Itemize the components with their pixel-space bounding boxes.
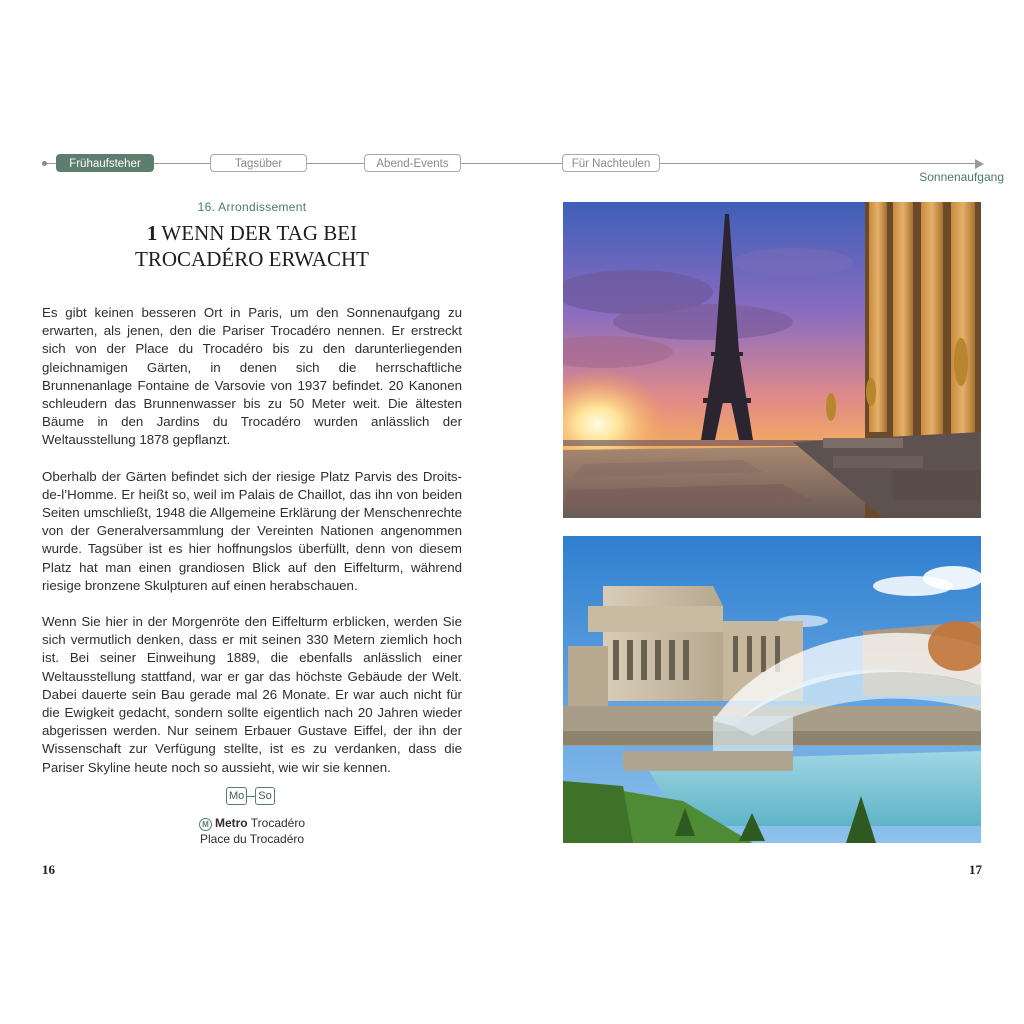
trocadero-fountain-photo bbox=[563, 536, 981, 843]
arrondissement-kicker: 16. Arrondissement bbox=[197, 200, 307, 214]
section-timeline bbox=[42, 152, 984, 176]
timeline-step-abend-events: Abend-Events bbox=[364, 154, 461, 172]
title-text-1: WENN DER TAG BEI bbox=[161, 221, 358, 245]
metro-info bbox=[42, 815, 462, 847]
eiffel-tower-sunrise-photo bbox=[563, 202, 981, 518]
article-number: 1 bbox=[146, 221, 158, 245]
paragraph: Oberhalb der Gärten befindet sich der riesige Platz Parvis des Droits-de-l’Homme. Er heißt so, weil im Palais de Chaillot, das ihn von beiden Seiten umschließt, 1948 die Allgemeine Erklärung der Menschenrechte von der Generalversammlung der Vereinten Nationen angenommen wurde. Tagsüber ist es hier hoffnungslos überfüllt, denn von diesem Platz hat man einen grandiosen Blick auf den Eiffelturm, während riesige bronzene Skulpturen auf einen herabschauen. bbox=[42, 468, 462, 593]
timeline-step-fuer-nachteulen: Für Nachteulen bbox=[562, 154, 660, 172]
metro-label: Metro bbox=[214, 816, 248, 830]
paragraph: Wenn Sie hier in der Morgenröte den Eiffelturm erblicken, werden Sie sich vermutlich denken, dass er mit seinen 330 Metern ziemlich hoch ist. Bei seiner Einweihung 1889, die ebenfalls anlässlich einer Weltausstellung stattfand, war er gar das höchste Gebäude der Welt. Dabei dauerte sein Bau gerade mal 26 Monate. Er war auch nicht für die Ewigkeit gedacht, sondern sollte eigentlich nach 20 Jahren wieder abgerissen werden. Nur seinem Erbauer Gustave Eiffel, der ihn der Wissenschaft zur Verfügung stellte, ist es zu verdanken, dass die Pariser Skyline heute noch so aussieht, wie wir sie kennen. bbox=[42, 614, 462, 775]
opening-days bbox=[226, 786, 275, 806]
article-body bbox=[42, 304, 462, 795]
timeline-arrow-icon bbox=[975, 159, 984, 169]
section-label: Sonnenaufgang bbox=[919, 170, 1004, 184]
paragraph: Es gibt keinen besseren Ort in Paris, um den Sonnenaufgang zu erwarten, als jenen, den die Pariser Trocadéro nennen. Er erstreckt sich von der Place du Trocadéro bis zu den darunterliegenden gleichnamigen Gärten, in denen sich die herrschaftliche Brunnenanlage Fontaine de Varsovie von 1937 befindet. 20 Kanonen schleudern das Brunnenwasser bis zu 50 Meter weit. Die ältesten Bäume in den Jardins du Trocadéro wurden anlässlich der Weltausstellung 1878 gepflanzt. bbox=[42, 305, 462, 448]
article-title bbox=[42, 220, 462, 272]
timeline-start-dot bbox=[42, 161, 47, 166]
timeline-step-fruehaufsteher: Frühaufsteher bbox=[56, 154, 154, 172]
title-line-1 bbox=[42, 220, 462, 246]
title-line-2: TROCADÉRO ERWACHT bbox=[135, 247, 369, 271]
address: Place du Trocadéro bbox=[199, 832, 305, 846]
page-number-right: 17 bbox=[969, 862, 982, 877]
metro-line bbox=[42, 815, 462, 831]
page-number-left: 16 bbox=[42, 862, 55, 877]
metro-icon: M bbox=[199, 818, 212, 831]
metro-station: Trocadéro bbox=[250, 816, 306, 830]
day-range-separator bbox=[247, 796, 255, 797]
day-from-badge: Mo bbox=[226, 787, 247, 805]
day-to-badge: So bbox=[255, 787, 274, 805]
timeline-line bbox=[44, 163, 976, 164]
timeline-step-tagsueber: Tagsüber bbox=[210, 154, 307, 172]
